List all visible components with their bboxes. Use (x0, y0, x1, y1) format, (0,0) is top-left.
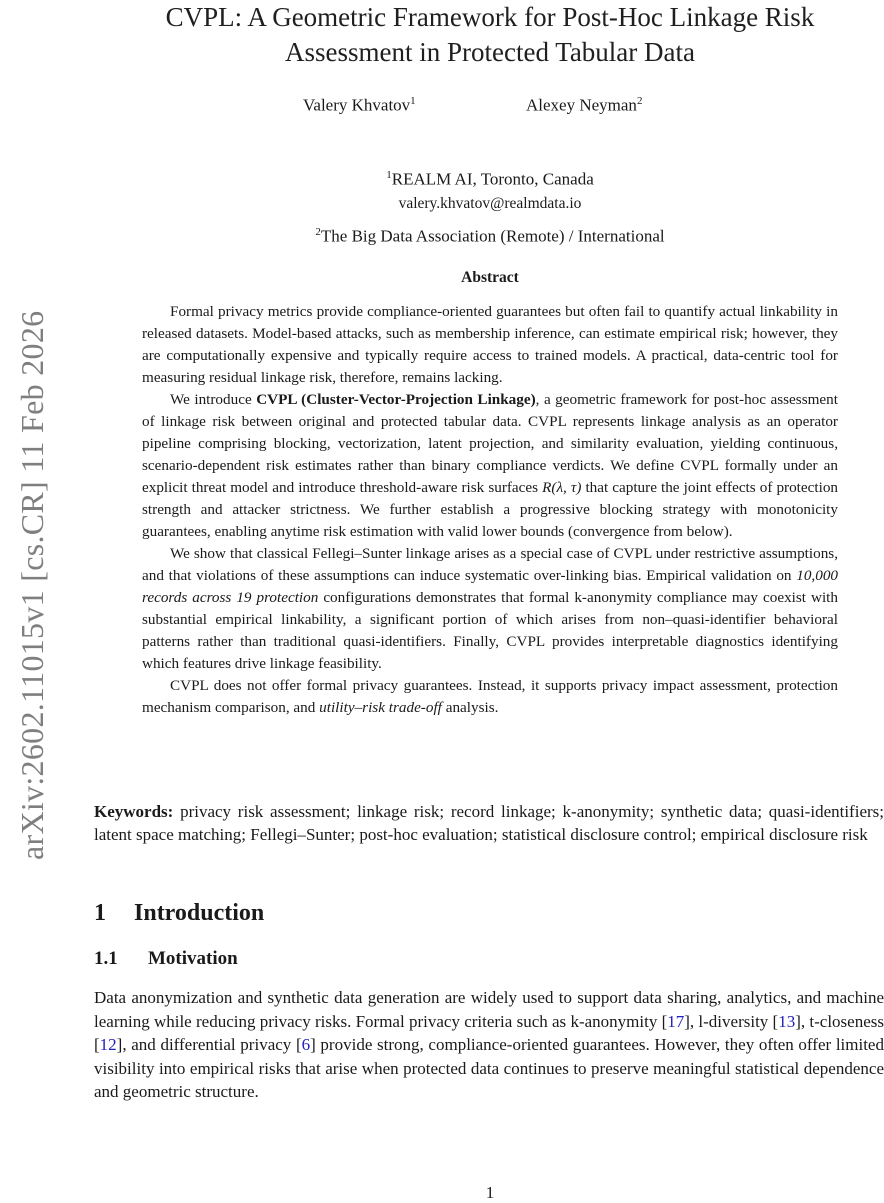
math-risk-surface: R(λ, τ) (542, 479, 582, 496)
emphasis: utility–risk trade-off (319, 699, 442, 716)
affiliation-text: REALM AI, Toronto, Canada (391, 169, 594, 189)
keywords (94, 800, 884, 846)
affiliation-1 (96, 169, 884, 190)
text: , a geometric framework for post-hoc assessment of linkage risk between original and protected tabular data. CVPL represents linkage analysis as an operator pipeline comprising blocking, vectorization, latent projection, and similarity evaluation, yielding continuous, scenario-dependent risk estimates rather than binary compliance verdicts. We define CVPL formally under an explicit threat model and introduce threshold-aware risk surfaces (142, 391, 838, 496)
citation-link[interactable]: 13 (778, 1011, 796, 1031)
affiliation-mark: 2 (315, 226, 321, 238)
keywords-text: privacy risk assessment; linkage risk; record linkage; k-anonymity; synthetic data; quasi-identifiers; latent space matching; Fellegi–Sunter; post-hoc evaluation; statistical disclosure control; empirical disclosure risk (94, 802, 884, 844)
text: ] provide strong, compliance-oriented guarantees. However, they often offer limited visibility into empirical risks that arise when protected data continues to preserve meaningful statistical dependence and geometric structure. (94, 1035, 884, 1101)
abstract-body (142, 301, 838, 719)
abstract-paragraph-1: Formal privacy metrics provide compliance-oriented guarantees but often fail to quantify actual linkability in released datasets. Model-based attacks, such as membership inference, can estimate empirical risk; however, they are computationally expensive and typically require access to trained models. A practical, data-centric tool for measuring residual linkage risk, therefore, remains lacking. (142, 303, 838, 386)
author-2 (526, 95, 642, 116)
citation-link[interactable]: 17 (667, 1011, 685, 1031)
text: We show that classical Fellegi–Sunter linkage arises as a special case of CVPL under restrictive assumptions, and that violations of these assumptions can induce systematic over-linking bias. Empirical validation on (142, 545, 838, 584)
section-number: 1 (94, 900, 106, 926)
affiliation-text: The Big Data Association (Remote) / International (320, 226, 665, 246)
subsection-number: 1.1 (94, 948, 118, 969)
title-line-1: CVPL: A Geometric Framework for Post-Hoc Linkage Risk (165, 2, 815, 32)
page-number: 1 (485, 1183, 495, 1202)
text: ], t-closeness [ (94, 1011, 884, 1054)
author-email[interactable]: valery.khvatov@realmdata.io (398, 195, 582, 212)
text: We introduce (170, 391, 257, 408)
text: that capture the joint effects of protection strength and attacker strictness. We further establish a progressive blocking strategy with monotonicity guarantees, enabling anytime risk estimation with valid lower bounds (convergence from below). (142, 479, 839, 540)
body-paragraph (94, 986, 884, 1104)
text: CVPL does not offer formal privacy guarantees. Instead, it supports privacy impact assessment, protection mechanism comparison, and (142, 677, 838, 716)
title-line-2: Assessment in Protected Tabular Data (284, 37, 695, 67)
text: ], l-diversity [ (684, 1011, 779, 1031)
author-name: Valery Khvatov (303, 95, 411, 115)
text: Data anonymization and synthetic data generation are widely used to support data sharing, analytics, and machine learning while reducing privacy risks. Formal privacy criteria such as k-anonymity [ (94, 988, 884, 1031)
text: ], and differential privacy [ (116, 1035, 302, 1054)
framework-name: CVPL (Cluster-Vector-Projection Linkage) (256, 391, 536, 408)
subsection-heading (94, 948, 238, 970)
affiliation-mark: 1 (410, 95, 416, 107)
keywords-label: Keywords: (94, 802, 174, 821)
abstract-heading: Abstract (461, 269, 519, 286)
section-heading (94, 900, 264, 927)
citation-link[interactable]: 6 (301, 1035, 311, 1054)
affiliation-2 (96, 226, 884, 247)
emphasis: 10,000 records across 19 protection (142, 567, 838, 606)
abstract-paragraph-4 (142, 675, 838, 719)
text: analysis. (441, 699, 499, 716)
author-name: Alexey Neyman (526, 95, 637, 115)
text: configurations demonstrates that formal k-anonymity compliance may coexist with substantial empirical linkability, a significant portion of which arises from non–quasi-identifier behavioral patterns rather than traditional quasi-identifiers. Finally, CVPL provides interpretable diagnostics identifying which features drive linkage feasibility. (142, 589, 838, 672)
paper-title (96, 0, 884, 70)
author-1 (303, 95, 416, 116)
abstract-paragraph-2 (142, 389, 838, 543)
affiliation-mark: 2 (636, 95, 643, 107)
subsection-title: Motivation (148, 948, 238, 969)
arxiv-identifier: arXiv:2602.11015v1 [cs.CR] 11 Feb 2026 (14, 310, 50, 860)
affiliation-mark: 1 (386, 169, 392, 181)
citation-link[interactable]: 12 (99, 1035, 117, 1054)
abstract-paragraph-3 (142, 543, 838, 675)
section-title: Introduction (134, 900, 265, 926)
author-list (96, 95, 884, 119)
